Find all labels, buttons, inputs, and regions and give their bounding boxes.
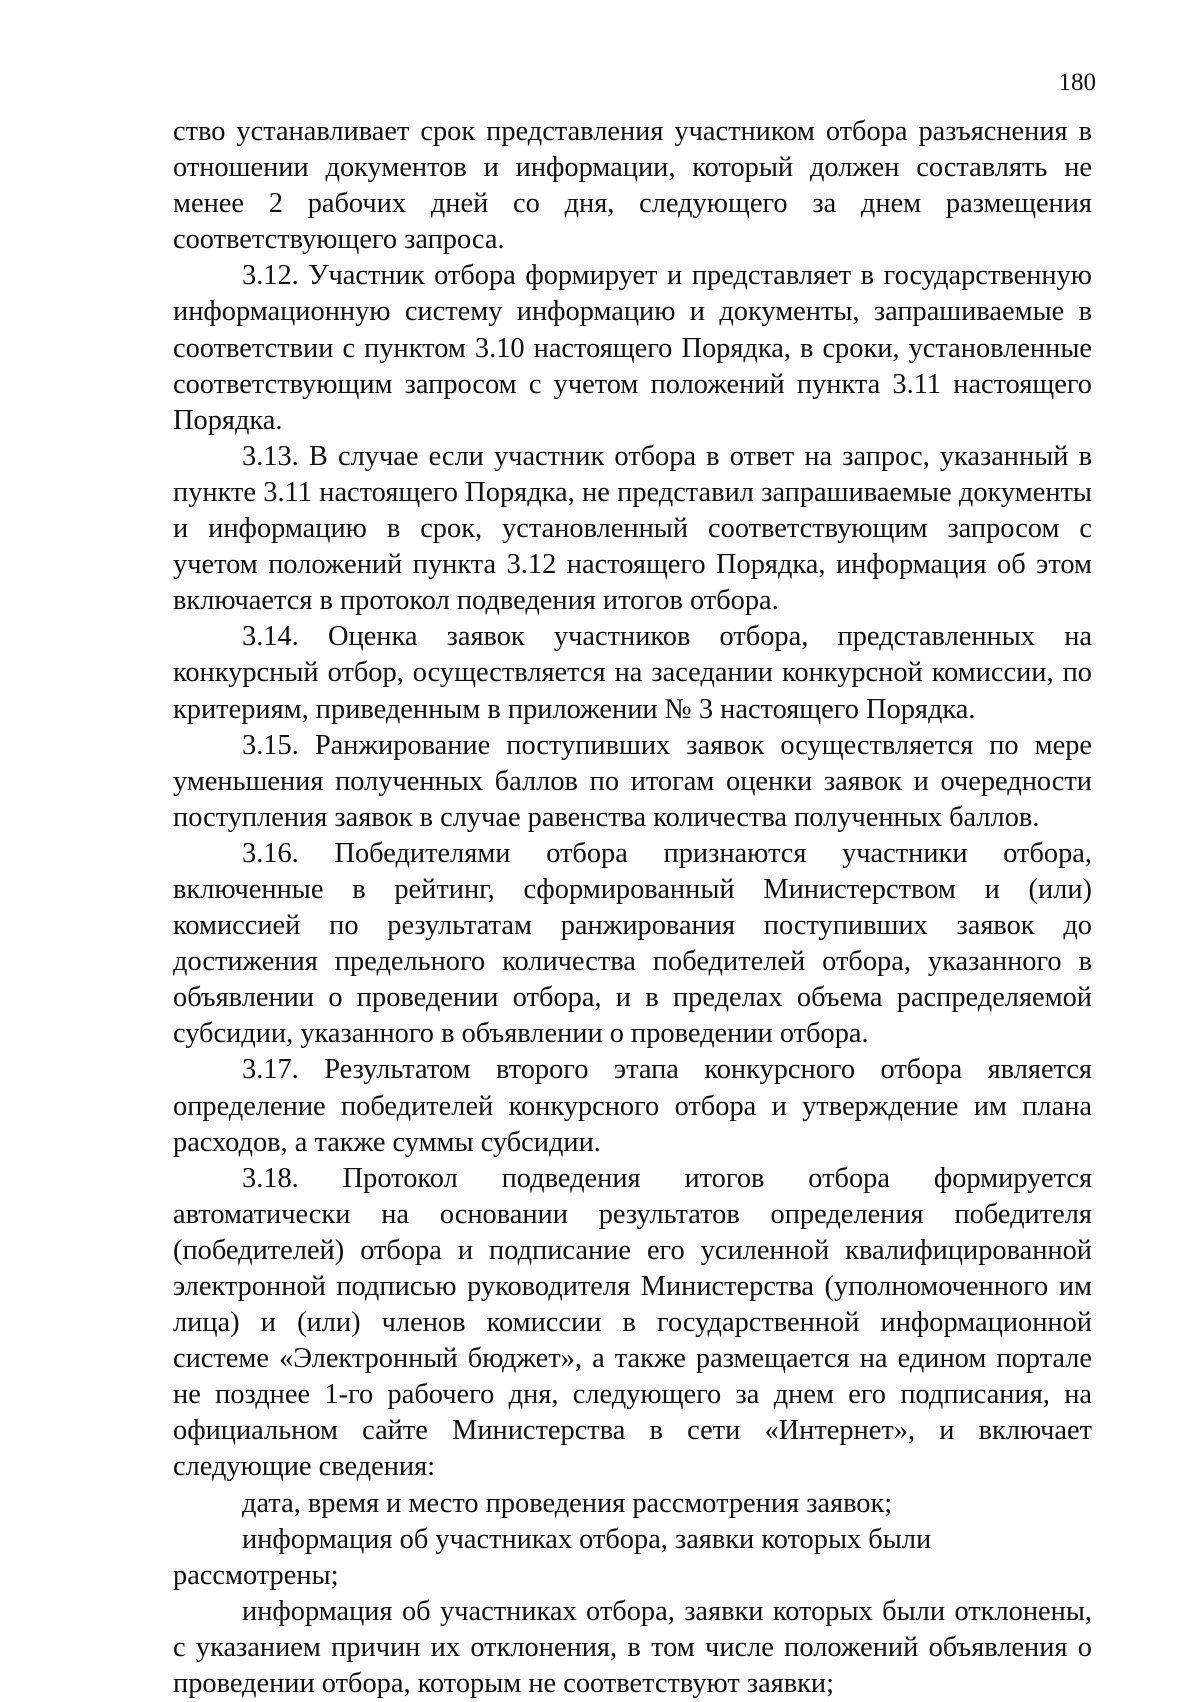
paragraph-3-15: 3.15. Ранжирование поступивших заявок осуществляется по мере уменьшения полученных баллов по итогам оценки заявок и очередности поступления заявок в случае равенства количества полученных баллов.: [173, 729, 1092, 833]
list-item-date-time-place: дата, время и место проведения рассмотрения заявок;: [242, 1487, 893, 1519]
paragraph-continuation: ство устанавливает срок представления участником отбора разъяснения в отношении документов и информации, который должен составлять не менее 2 рабочих дней со дня, следующего за днем размещения соответствующего запроса.: [173, 116, 1092, 256]
paragraph-3-17: 3.17. Результатом второго этапа конкурсного отбора является определение победителей конкурсного отбора и утверждение им плана расходов, а также суммы субсидии.: [173, 1054, 1092, 1158]
document-body: [173, 114, 1092, 1702]
list-item-rejected-participants: информация об участниках отбора, заявки которых были отклонены, с указанием причин их отклонения, в том числе положений объявления о проведении отбора, которым не соответствуют заявки;: [173, 1595, 1092, 1700]
paragraph-3-16: 3.16. Победителями отбора признаются участники отбора, включенные в рейтинг, сформированный Министерством и (или) комиссией по результатам ранжирования поступивших заявок до достижения предельного количества победителей отбора, указанного в объявлении о проведении отбора, и в пределах объема распределяемой субсидии, указанного в объявлении о проведении отбора.: [173, 837, 1092, 1050]
paragraph-3-18: 3.18. Протокол подведения итогов отбора формируется автоматически на основании результатов определения победителя (победителей) отбора и подписание его усиленной квалифицированной электронной подписью руководителя Министерства (уполномоченного им лица) и (или) членов комиссии в государственной информационной системе «Электронный бюджет», а также размещается на едином портале не позднее 1-го рабочего дня, следующего за днем его подписания, на официальном сайте Министерства в сети «Интернет», и включает следующие сведения:: [173, 1162, 1092, 1483]
paragraph-3-14: 3.14. Оценка заявок участников отбора, представленных на конкурсный отбор, осуществляется на заседании конкурсной комиссии, по критериям, приведенным в приложении № 3 настоящего Порядка.: [173, 621, 1092, 725]
list-item-reviewed-participants: информация об участниках отбора, заявки которых были рассмотрены;: [173, 1523, 932, 1591]
page-number: 180: [1058, 69, 1096, 96]
paragraph-3-12: 3.12. Участник отбора формирует и представляет в государственную информационную систему информацию и документы, запрашиваемые в соответствии с пунктом 3.10 настоящего Порядка, в сроки, установленные соответствующим запросом с учетом положений пункта 3.11 настоящего Порядка.: [173, 260, 1092, 436]
paragraph-3-13: 3.13. В случае если участник отбора в ответ на запрос, указанный в пункте 3.11 настоящего Порядка, не представил запрашиваемые документы и информацию в срок, установленный соответствующим запросом с учетом положений пункта 3.12 настоящего Порядка, информация об этом включается в протокол подведения итогов отбора.: [173, 440, 1092, 617]
